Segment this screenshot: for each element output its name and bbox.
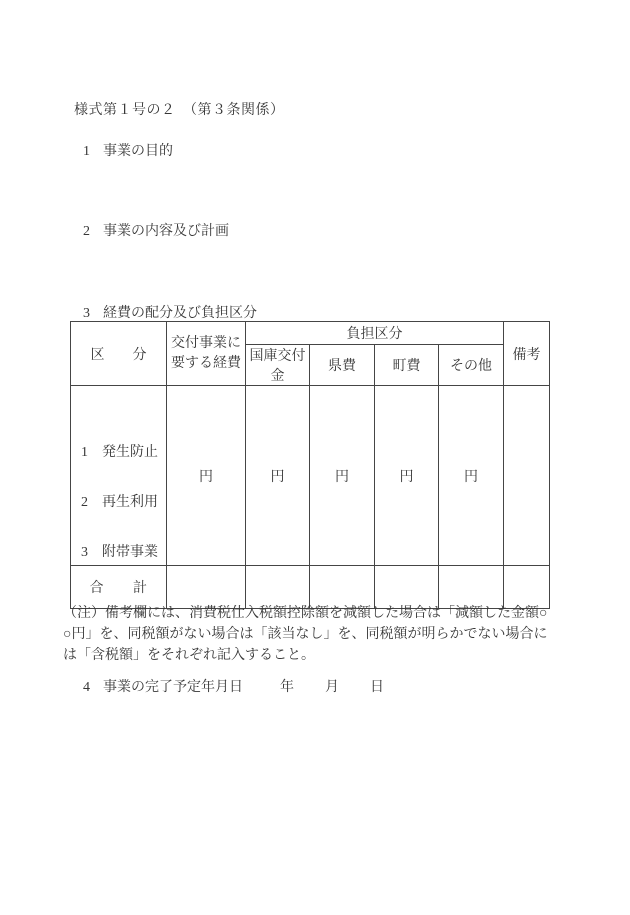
row-item-prevention: 1 発生防止 <box>81 445 158 460</box>
total-label-cell: 合 計 <box>71 566 167 609</box>
section-3-number: 3 <box>83 306 90 321</box>
subheader-national-grant: 国庫交付金 <box>246 345 310 386</box>
category-items-cell <box>71 386 167 566</box>
footnote-line-1: （注）備考欄には、消費税仕入税額控除額を減額した場合は「減額した金額○ <box>63 606 548 621</box>
section-4-number: 4 <box>83 680 90 695</box>
subheader-town-expense: 町費 <box>375 345 439 386</box>
header-project-expense-line1: 交付事業に <box>171 335 241 351</box>
header-project-expense-line2: 要する経費 <box>171 355 241 371</box>
section-2-label: 事業の内容及び計画 <box>103 224 229 239</box>
section-1-heading <box>83 140 173 160</box>
header-burden-classification: 負担区分 <box>246 322 504 345</box>
category-items <box>71 386 166 565</box>
section-1-number: 1 <box>83 144 90 159</box>
section-4-label: 事業の完了予定年月日 <box>103 680 243 695</box>
section-1-label: 事業の目的 <box>103 144 173 159</box>
expense-amount-cell <box>167 386 246 566</box>
form-title: 様式第１号の２ （第３条関係） <box>74 103 285 118</box>
section-2-heading <box>83 220 229 240</box>
footnote-line-2: ○円」を、同税額がない場合は「該当なし」を、同税額が明らかでない場合に <box>63 627 548 642</box>
footnote-line-3: は「含税額」をそれぞれ記入すること。 <box>63 648 315 663</box>
subheader-prefecture-expense: 県費 <box>310 345 375 386</box>
expense-allocation-table <box>70 321 550 609</box>
completion-date-placeholder: 年 月 日 <box>280 680 385 695</box>
prefecture-amount-cell <box>310 386 375 566</box>
section-4-heading <box>83 676 243 696</box>
header-remarks: 備考 <box>504 322 550 386</box>
row-item-recycling: 2 再生利用 <box>81 495 158 510</box>
town-amount-cell <box>375 386 439 566</box>
subheader-other: その他 <box>439 345 504 386</box>
header-category: 区 分 <box>71 322 167 386</box>
remarks-body-cell <box>504 386 550 566</box>
section-3-heading <box>83 302 257 322</box>
national-grant-amount-cell <box>246 386 310 566</box>
yen-unit: 円 <box>335 469 349 485</box>
row-item-ancillary: 3 附帯事業 <box>81 545 158 560</box>
yen-unit: 円 <box>464 469 478 485</box>
yen-unit: 円 <box>399 469 414 485</box>
yen-unit: 円 <box>199 469 213 485</box>
other-amount-cell <box>439 386 504 566</box>
section-2-number: 2 <box>83 224 90 239</box>
section-3-label: 経費の配分及び負担区分 <box>103 306 257 321</box>
header-project-expense <box>167 322 246 386</box>
yen-unit: 円 <box>270 469 285 485</box>
footnote <box>63 603 547 666</box>
